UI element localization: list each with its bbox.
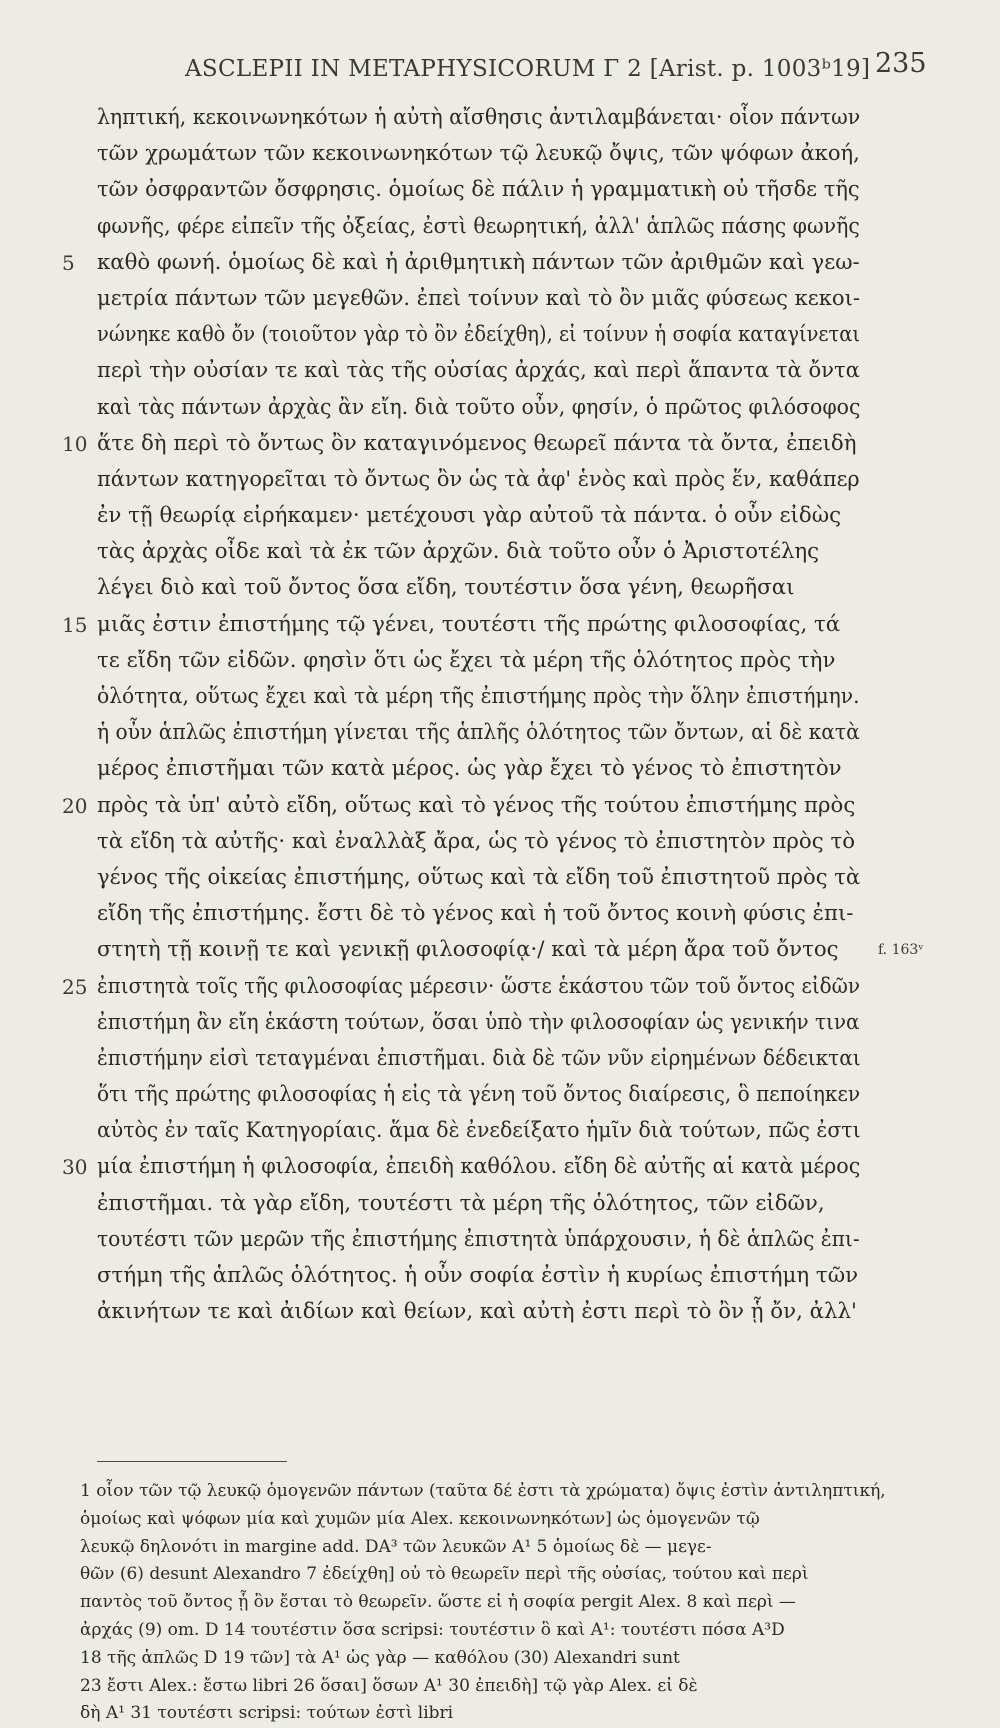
text-line <box>0 172 1000 208</box>
main-text <box>0 100 1000 1330</box>
text-line <box>0 607 1000 643</box>
line-number: 10 <box>62 431 88 456</box>
line-text: ὅτι τῆς πρώτης φιλοσοφίας ἡ εἰς τὰ γένη τοῦ ὄντος διαίρεσις, ὃ πεποίηκεν <box>97 1082 861 1108</box>
text-line <box>0 498 1000 534</box>
line-text: ἅτε δὴ περὶ τὸ ὄντως ὂν καταγινόμενος θεωρεῖ πάντα τὰ ὄντα, ἐπειδὴ <box>97 430 857 456</box>
line-text: ὁλότητα, οὕτως ἔχει καὶ τὰ μέρη τῆς ἐπιστήμης πρὸς τὴν ὅλην ἐπιστήμην. <box>97 684 860 709</box>
apparatus-text: ὁμοίως καὶ ψόφων μία καὶ χυμῶν μία Alex. κεκοινωνηκότων] ὡς ὁμογενῶν τῷ <box>80 1508 760 1529</box>
line-number: 20 <box>62 793 88 818</box>
apparatus-text: δὴ A¹ 31 τουτέστι scripsi: τούτων ἐστὶ libri <box>80 1703 454 1724</box>
line-text: τῶν χρωμάτων τῶν κεκοινωνηκότων τῷ λευκῷ ὄψις, τῶν ψόφων ἀκοή, <box>97 141 860 167</box>
text-line <box>0 1077 1000 1113</box>
apparatus-line <box>0 1700 1000 1728</box>
line-text: νώνηκε καθὸ ὄν (τοιοῦτον γὰρ τὸ ὂν ἐδείχθη), εἰ τοίνυν ἡ σοφία καταγίνεται <box>97 322 861 348</box>
line-text: τουτέστι τῶν μερῶν τῆς ἐπιστήμης ἐπιστητὰ ὑπάρχουσιν, ἡ δὲ ἁπλῶς ἐπι- <box>97 1226 860 1252</box>
line-text: ἐπιστήμην εἰσὶ τεταγμέναι ἐπιστῆμαι. διὰ δὲ τῶν νῦν εἰρημένων δέδεικται <box>97 1045 861 1071</box>
text-line <box>0 1294 1000 1330</box>
line-text: μέρος ἐπιστῆμαι τῶν κατὰ μέρος. ὡς γὰρ ἔχει τὸ γένος τὸ ἐπιστητὸν <box>97 756 842 782</box>
text-line <box>0 969 1000 1005</box>
text-line <box>0 860 1000 896</box>
line-text: εἴδη τῆς ἐπιστήμης. ἔστι δὲ τὸ γένος καὶ ἡ τοῦ ὄντος κοινὴ φύσις ἐπι- <box>97 901 854 927</box>
page-number: 235 <box>875 48 927 79</box>
critical-apparatus <box>0 1478 1000 1728</box>
text-line <box>0 932 1000 968</box>
text-line <box>0 570 1000 606</box>
running-head-title: ASCLEPII IN METAPHYSICORUM Γ 2 [Arist. p. 1003ᵇ19] <box>185 56 871 82</box>
text-line <box>0 1258 1000 1294</box>
text-line <box>0 534 1000 570</box>
line-text: ἡ οὖν ἁπλῶς ἐπιστήμη γίνεται τῆς ἁπλῆς ὁλότητος τῶν ὄντων, αἱ δὲ κατὰ <box>97 720 860 746</box>
text-line <box>0 643 1000 679</box>
text-line <box>0 462 1000 498</box>
line-text: ἀκινήτων τε καὶ ἀιδίων καὶ θείων, καὶ αὐτὴ ἐστι περὶ τὸ ὂν ᾗ ὄν, ἀλλ' <box>97 1299 857 1325</box>
line-text: ἐπιστῆμαι. τὰ γὰρ εἴδη, τουτέστι τὰ μέρη τῆς ὁλότητος, τῶν εἰδῶν, <box>97 1190 825 1216</box>
line-text: τὰς ἀρχὰς οἶδε καὶ τὰ ἐκ τῶν ἀρχῶν. διὰ τοῦτο οὖν ὁ Ἀριστοτέλης <box>97 539 820 565</box>
text-line <box>0 824 1000 860</box>
apparatus-text: παντὸς τοῦ ὄντος ᾗ ὂν ἔσται τὸ θεωρεῖν. ὥστε εἰ ἡ σοφία pergit Alex. 8 καὶ περὶ — <box>80 1592 796 1613</box>
text-line <box>0 1041 1000 1077</box>
apparatus-line <box>0 1506 1000 1534</box>
line-number: 30 <box>62 1155 88 1180</box>
text-line <box>0 1186 1000 1222</box>
apparatus-line <box>0 1617 1000 1645</box>
apparatus-text: λευκῷ δηλονότι in margine add. DA³ τῶν λευκῶν A¹ 5 ὁμοίως δὲ — μεγε- <box>80 1536 712 1557</box>
footnote-rule <box>97 1461 287 1462</box>
apparatus-line <box>0 1478 1000 1506</box>
line-text: στήμη τῆς ἁπλῶς ὁλότητος. ἡ οὖν σοφία ἐστὶν ἡ κυρίως ἐπιστήμη τῶν <box>97 1263 859 1288</box>
line-text: πρὸς τὰ ὑπ' αὐτὸ εἴδη, οὕτως καὶ τὸ γένος τῆς τούτου ἐπιστήμης πρὸς <box>97 792 856 818</box>
apparatus-text: ἀρχάς (9) om. D 14 τουτέστιν ὅσα scripsi: τουτέστιν ὃ καὶ A¹: τουτέστι πόσα A³D <box>80 1619 785 1640</box>
running-head <box>0 38 1000 82</box>
line-number: 15 <box>62 612 88 637</box>
line-text: μετρία πάντων τῶν μεγεθῶν. ἐπεὶ τοίνυν καὶ τὸ ὂν μιᾶς φύσεως κεκοι- <box>97 285 860 311</box>
text-line <box>0 1222 1000 1258</box>
line-text: μιᾶς ἐστιν ἐπιστήμης τῷ γένει, τουτέστι τῆς πρώτης φιλοσοφίας, τά <box>97 611 841 637</box>
text-line <box>0 788 1000 824</box>
apparatus-line <box>0 1673 1000 1701</box>
line-text: ἐπιστητὰ τοῖς τῆς φιλοσοφίας μέρεσιν· ὥστε ἑκάστου τῶν τοῦ ὄντος εἰδῶν <box>97 973 860 999</box>
apparatus-text: θῶν (6) desunt Alexandro 7 ἐδείχθη] οὐ τὸ θεωρεῖν περὶ τῆς οὐσίας, τούτου καὶ περὶ <box>80 1564 809 1585</box>
apparatus-text: 1 οἷον τῶν τῷ λευκῷ ὁμογενῶν πάντων (ταῦτα δέ ἐστι τὰ χρώματα) ὄψις ἐστὶν ἀντιληπτική, <box>80 1481 886 1501</box>
apparatus-line <box>0 1561 1000 1589</box>
line-text: γένος τῆς οἰκείας ἐπιστήμης, οὕτως καὶ τὰ εἴδη τοῦ ἐπιστητοῦ πρὸς τὰ <box>97 864 861 890</box>
line-text: καθὸ φωνή. ὁμοίως δὲ καὶ ἡ ἀριθμητικὴ πάντων τῶν ἀριθμῶν καὶ γεω- <box>97 249 860 275</box>
text-line <box>0 353 1000 389</box>
apparatus-line <box>0 1645 1000 1673</box>
line-text: τε εἴδη τῶν εἰδῶν. φησὶν ὅτι ὡς ἔχει τὰ μέρη τῆς ὁλότητος πρὸς τὴν <box>97 647 836 673</box>
text-line <box>0 715 1000 751</box>
line-number: 25 <box>62 974 88 999</box>
line-text: φωνῆς, φέρε εἰπεῖν τῆς ὀξείας, ἐστὶ θεωρητική, ἀλλ' ἁπλῶς πάσης φωνῆς <box>97 213 860 239</box>
text-line <box>0 1113 1000 1149</box>
text-line <box>0 209 1000 245</box>
text-line <box>0 1149 1000 1185</box>
text-line <box>0 390 1000 426</box>
text-line <box>0 245 1000 281</box>
text-line <box>0 751 1000 787</box>
text-line <box>0 136 1000 172</box>
line-text: τὰ εἴδη τὰ αὐτῆς· καὶ ἐναλλὰξ ἄρα, ὡς τὸ γένος τὸ ἐπιστητὸν πρὸς τὸ <box>97 828 856 854</box>
text-line <box>0 679 1000 715</box>
line-text: ληπτική, κεκοινωνηκότων ἡ αὐτὴ αἴσθησις ἀντιλαμβάνεται· οἷον πάντων <box>97 105 861 130</box>
line-text: αὐτὸς ἐν ταῖς Κατηγορίαις. ἅμα δὲ ἐνεδείξατο ἡμῖν διὰ τούτων, πῶς ἐστι <box>97 1118 861 1144</box>
line-text: στητὴ τῇ κοινῇ τε καὶ γενικῇ φιλοσοφίᾳ·/ καὶ τὰ μέρη ἄρα τοῦ ὄντος <box>97 937 839 963</box>
text-line <box>0 100 1000 136</box>
line-text: πάντων κατηγορεῖται τὸ ὄντως ὂν ὡς τὰ ἀφ' ἑνὸς καὶ πρὸς ἕν, καθάπερ <box>97 466 860 492</box>
line-text: ἐν τῇ θεωρίᾳ εἰρήκαμεν· μετέχουσι γὰρ αὐτοῦ τὰ πάντα. ὁ οὖν εἰδὼς <box>97 503 842 529</box>
apparatus-text: 18 τῆς ἁπλῶς D 19 τῶν] τὰ A¹ ὡς γὰρ — καθόλου (30) Alexandri sunt <box>80 1647 680 1668</box>
text-line <box>0 896 1000 932</box>
line-text: περὶ τὴν οὐσίαν τε καὶ τὰς τῆς οὐσίας ἀρχάς, καὶ περὶ ἅπαντα τὰ ὄντα <box>97 358 860 384</box>
text-line <box>0 281 1000 317</box>
apparatus-text: 23 ἔστι Alex.: ἔστω libri 26 ὅσαι] ὅσων A¹ 30 ἐπειδὴ] τῷ γὰρ Alex. εἰ δὲ <box>80 1675 698 1696</box>
line-number: 5 <box>62 250 75 275</box>
text-line <box>0 1005 1000 1041</box>
text-line <box>0 426 1000 462</box>
line-text: λέγει διὸ καὶ τοῦ ὄντος ὅσα εἴδη, τουτέστιν ὅσα γένη, θεωρῆσαι <box>97 575 795 601</box>
line-text: καὶ τὰς πάντων ἀρχὰς ἂν εἴη. διὰ τοῦτο οὖν, φησίν, ὁ πρῶτος φιλόσοφος <box>97 394 861 420</box>
line-text: τῶν ὀσφραντῶν ὄσφρησις. ὁμοίως δὲ πάλιν ἡ γραμματικὴ οὐ τῆσδε τῆς <box>97 177 860 203</box>
apparatus-line <box>0 1534 1000 1562</box>
line-text: ἐπιστήμη ἂν εἴη ἑκάστη τούτων, ὅσαι ὑπὸ τὴν φιλοσοφίαν ὡς γενικήν τινα <box>97 1009 860 1035</box>
text-line <box>0 317 1000 353</box>
apparatus-line <box>0 1589 1000 1617</box>
folio-marker: f. 163ᵛ <box>878 942 924 959</box>
line-text: μία ἐπιστήμη ἡ φιλοσοφία, ἐπειδὴ καθόλου. εἴδη δὲ αὐτῆς αἱ κατὰ μέρος <box>97 1154 861 1180</box>
